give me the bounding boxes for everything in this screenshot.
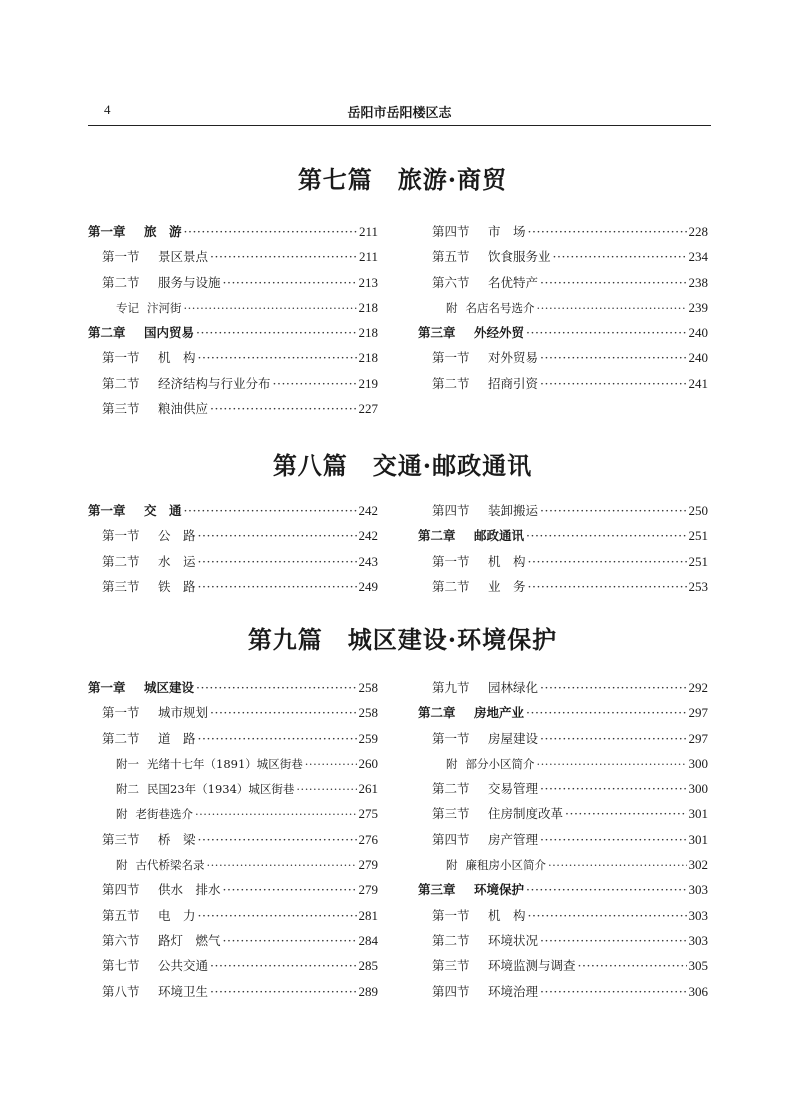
entry-prefix: 第三节 — [432, 806, 470, 822]
leader-dots — [198, 726, 357, 751]
entry-prefix: 第六节 — [432, 274, 470, 290]
entry-title: 古代桥梁名录 — [135, 858, 205, 873]
leader-dots — [526, 320, 686, 345]
leader-dots — [526, 877, 686, 902]
toc-column-right — [418, 498, 708, 599]
part-title: 第九篇 城区建设·环境保护 — [247, 625, 558, 654]
part-title: 第八篇 交通·邮政通讯 — [272, 451, 533, 480]
entry-title: 机 构 — [488, 907, 526, 923]
entry-page: 303 — [688, 882, 708, 898]
toc-entry — [88, 726, 378, 751]
entry-prefix: 第一节 — [432, 730, 470, 746]
entry-title: 房地产业 — [474, 705, 525, 721]
leader-dots — [210, 953, 356, 978]
toc-entry — [418, 371, 708, 396]
entry-prefix: 附 — [446, 756, 458, 771]
toc-entry — [418, 801, 708, 826]
entry-prefix: 第三节 — [102, 401, 140, 417]
toc-column-right — [418, 675, 708, 1004]
entry-title: 汴河街 — [147, 300, 182, 315]
entry-title: 桥 梁 — [158, 831, 196, 847]
toc-entry — [88, 852, 378, 877]
entry-page: 260 — [358, 755, 378, 771]
leader-dots — [528, 219, 687, 244]
leader-dots — [196, 320, 356, 345]
entry-title: 水 运 — [158, 553, 196, 569]
entry-page: 227 — [358, 401, 378, 417]
leader-dots — [184, 219, 357, 244]
leader-dots — [198, 549, 357, 574]
toc-entry — [418, 776, 708, 801]
entry-page: 251 — [688, 528, 708, 544]
entry-prefix: 附 — [116, 807, 128, 822]
leader-dots — [553, 244, 687, 269]
toc-entry — [88, 320, 378, 345]
entry-title: 旅 游 — [144, 224, 182, 239]
entry-prefix: 第一节 — [102, 350, 140, 366]
entry-page: 239 — [688, 299, 708, 315]
entry-title: 交易管理 — [488, 781, 539, 797]
leader-dots — [540, 371, 686, 396]
entry-page: 275 — [358, 806, 378, 822]
toc-entry — [418, 953, 708, 978]
entry-prefix: 第二节 — [432, 781, 470, 797]
entry-title: 装卸搬运 — [488, 503, 539, 518]
leader-dots — [537, 296, 687, 321]
leader-dots — [540, 270, 686, 295]
entry-prefix: 第一章 — [88, 680, 126, 695]
leader-dots — [210, 244, 357, 269]
entry-prefix: 第四节 — [432, 831, 470, 847]
entry-title: 招商引资 — [488, 375, 539, 391]
toc-entry — [88, 700, 378, 725]
entry-title: 国内贸易 — [144, 325, 195, 341]
entry-title: 邮政通讯 — [474, 528, 525, 544]
leader-dots — [540, 498, 686, 523]
entry-prefix: 第三节 — [432, 958, 470, 974]
leader-dots — [305, 752, 357, 777]
leader-dots — [184, 296, 357, 321]
entry-page: 211 — [358, 249, 378, 265]
leader-dots — [565, 801, 686, 826]
entry-title: 路灯 燃气 — [158, 932, 221, 948]
entry-page: 303 — [688, 932, 708, 948]
entry-prefix: 附 — [116, 858, 128, 873]
entry-title: 粮油供应 — [158, 401, 209, 417]
entry-page: 243 — [358, 553, 378, 569]
entry-page: 297 — [688, 705, 708, 721]
entry-prefix: 附 — [446, 858, 458, 873]
leader-dots — [526, 523, 686, 548]
leader-dots — [537, 752, 687, 777]
toc-entry — [418, 345, 708, 370]
toc-entry — [418, 523, 708, 548]
entry-title: 景区景点 — [158, 249, 209, 265]
leader-dots — [540, 827, 686, 852]
leader-dots — [198, 827, 357, 852]
entry-prefix: 第九节 — [432, 680, 470, 695]
entry-title: 部分小区简介 — [465, 756, 535, 771]
entry-page: 259 — [358, 730, 378, 746]
entry-page: 301 — [688, 831, 708, 847]
entry-title: 对外贸易 — [488, 350, 539, 366]
entry-prefix: 第二章 — [418, 705, 456, 721]
entry-title: 饮食服务业 — [488, 249, 551, 265]
entry-title: 外经外贸 — [474, 325, 525, 341]
toc-entry — [418, 574, 708, 599]
toc-entry — [418, 675, 708, 700]
entry-page: 292 — [688, 680, 708, 695]
toc-entry — [88, 574, 378, 599]
entry-prefix: 第一章 — [88, 503, 126, 518]
entry-prefix: 第二节 — [102, 375, 140, 391]
entry-prefix: 专记 — [116, 300, 139, 315]
entry-title: 民国23年（1934）城区街巷 — [147, 782, 295, 797]
entry-prefix: 第二节 — [102, 730, 140, 746]
toc-column-left — [88, 498, 378, 599]
leader-dots — [210, 979, 356, 1004]
toc-entry — [88, 801, 378, 826]
toc-entry — [418, 827, 708, 852]
entry-title: 供水 排水 — [158, 882, 221, 898]
entry-title: 公 路 — [158, 528, 196, 544]
entry-title: 环境治理 — [488, 983, 539, 999]
leader-dots — [196, 675, 356, 700]
entry-title: 名店名号选介 — [465, 300, 535, 315]
toc-entry — [418, 320, 708, 345]
leader-dots — [198, 903, 357, 928]
entry-prefix: 第七节 — [102, 958, 140, 974]
entry-page: 261 — [358, 781, 378, 797]
entry-page: 250 — [688, 503, 708, 518]
leader-dots — [540, 345, 686, 370]
toc-entry — [88, 523, 378, 548]
entry-prefix: 第二节 — [432, 375, 470, 391]
toc-entry — [418, 852, 708, 877]
entry-page: 300 — [688, 781, 708, 797]
entry-prefix: 第一节 — [432, 350, 470, 366]
toc-entry — [418, 979, 708, 1004]
running-header — [88, 99, 711, 126]
leader-dots — [296, 777, 356, 802]
toc-entry — [418, 244, 708, 269]
toc-column-left — [88, 219, 378, 421]
entry-page: 211 — [358, 224, 378, 239]
leader-dots — [548, 853, 687, 878]
entry-title: 房产管理 — [488, 831, 539, 847]
toc-entry — [88, 244, 378, 269]
entry-title: 房屋建设 — [488, 730, 539, 746]
toc-entry — [88, 549, 378, 574]
toc-entry — [88, 827, 378, 852]
entry-page: 234 — [688, 249, 708, 265]
entry-title: 市 场 — [488, 224, 526, 239]
toc-entry — [418, 877, 708, 902]
entry-prefix: 附一 — [116, 756, 139, 771]
leader-dots — [184, 498, 357, 523]
entry-prefix: 附 — [446, 300, 458, 315]
leader-dots — [195, 802, 357, 827]
entry-page: 279 — [358, 857, 378, 873]
entry-page: 218 — [358, 325, 378, 341]
entry-page: 242 — [358, 528, 378, 544]
entry-prefix: 第三节 — [102, 578, 140, 594]
toc-entry — [88, 751, 378, 776]
entry-title: 园林绿化 — [488, 680, 539, 695]
toc-entry — [418, 903, 708, 928]
entry-page: 303 — [688, 907, 708, 923]
toc-column-left — [88, 675, 378, 1004]
toc-entry — [88, 953, 378, 978]
entry-title: 经济结构与行业分布 — [158, 375, 271, 391]
entry-prefix: 第二节 — [102, 553, 140, 569]
leader-dots — [528, 903, 687, 928]
toc-entry — [418, 295, 708, 320]
toc-entry — [88, 498, 378, 523]
entry-page: 242 — [358, 503, 378, 518]
toc-entry — [418, 549, 708, 574]
entry-page: 305 — [688, 958, 708, 974]
entry-title: 机 构 — [488, 553, 526, 569]
entry-prefix: 第一章 — [88, 224, 126, 239]
entry-title: 道 路 — [158, 730, 196, 746]
entry-page: 300 — [688, 755, 708, 771]
toc-entry — [88, 903, 378, 928]
entry-title: 环境卫生 — [158, 983, 209, 999]
leader-dots — [198, 523, 357, 548]
toc-entry — [418, 726, 708, 751]
toc-entry — [88, 675, 378, 700]
entry-prefix: 第四节 — [432, 983, 470, 999]
entry-title: 环境保护 — [474, 882, 525, 898]
leader-dots — [540, 776, 686, 801]
entry-prefix: 第一节 — [102, 705, 140, 721]
entry-title: 住房制度改革 — [488, 806, 564, 822]
entry-page: 228 — [688, 224, 708, 239]
entry-page: 218 — [358, 350, 378, 366]
toc-entry — [88, 270, 378, 295]
leader-dots — [223, 877, 357, 902]
toc-entry — [88, 877, 378, 902]
entry-page: 297 — [688, 730, 708, 746]
toc-entry — [88, 928, 378, 953]
entry-page: 240 — [688, 325, 708, 341]
toc-entry — [418, 498, 708, 523]
leader-dots — [223, 928, 357, 953]
entry-prefix: 第三章 — [418, 882, 456, 898]
entry-page: 218 — [358, 299, 378, 315]
entry-title: 交 通 — [144, 503, 182, 518]
leader-dots — [528, 549, 687, 574]
toc-entry — [418, 270, 708, 295]
entry-prefix: 第八节 — [102, 983, 140, 999]
entry-prefix: 第一节 — [102, 249, 140, 265]
toc-entry — [88, 371, 378, 396]
leader-dots — [526, 700, 686, 725]
entry-page: 213 — [358, 274, 378, 290]
entry-title: 城区建设 — [144, 680, 195, 695]
toc-column-right — [418, 219, 708, 396]
leader-dots — [207, 853, 357, 878]
entry-page: 301 — [688, 806, 708, 822]
toc-entry — [88, 396, 378, 421]
entry-title: 公共交通 — [158, 958, 209, 974]
toc-entry — [88, 295, 378, 320]
entry-page: 240 — [688, 350, 708, 366]
entry-title: 光绪十七年（1891）城区街巷 — [147, 756, 303, 771]
toc-entry — [88, 219, 378, 244]
entry-page: 279 — [358, 882, 378, 898]
page-number: 4 — [104, 102, 111, 117]
toc-entry — [418, 928, 708, 953]
entry-title: 廉租房小区简介 — [465, 858, 546, 873]
entry-page: 285 — [358, 958, 378, 974]
toc-entry — [418, 700, 708, 725]
toc-entry — [88, 776, 378, 801]
entry-title: 业 务 — [488, 578, 526, 594]
entry-page: 284 — [358, 932, 378, 948]
leader-dots — [198, 345, 357, 370]
entry-prefix: 第三节 — [102, 831, 140, 847]
leader-dots — [210, 396, 356, 421]
entry-prefix: 第一节 — [432, 553, 470, 569]
entry-page: 258 — [358, 680, 378, 695]
toc-entry — [88, 979, 378, 1004]
entry-prefix: 附二 — [116, 782, 139, 797]
entry-prefix: 第二节 — [102, 274, 140, 290]
entry-page: 238 — [688, 274, 708, 290]
entry-page: 289 — [358, 983, 378, 999]
entry-prefix: 第四节 — [432, 503, 470, 518]
entry-title: 环境监测与调查 — [488, 958, 576, 974]
entry-title: 名优特产 — [488, 274, 539, 290]
entry-prefix: 第二章 — [88, 325, 126, 341]
toc-entry — [88, 345, 378, 370]
leader-dots — [210, 700, 356, 725]
entry-title: 电 力 — [158, 907, 196, 923]
entry-title: 环境状况 — [488, 932, 539, 948]
entry-page: 306 — [688, 983, 708, 999]
entry-page: 251 — [688, 553, 708, 569]
toc-entry — [418, 219, 708, 244]
entry-prefix: 第五节 — [432, 249, 470, 265]
leader-dots — [273, 371, 357, 396]
entry-page: 258 — [358, 705, 378, 721]
leader-dots — [528, 574, 687, 599]
leader-dots — [223, 270, 357, 295]
entry-title: 服务与设施 — [158, 274, 221, 290]
leader-dots — [198, 574, 357, 599]
leader-dots — [540, 928, 686, 953]
entry-page: 281 — [358, 907, 378, 923]
entry-prefix: 第三章 — [418, 325, 456, 341]
entry-prefix: 第一节 — [432, 907, 470, 923]
leader-dots — [540, 979, 686, 1004]
entry-page: 219 — [358, 375, 378, 391]
entry-title: 机 构 — [158, 350, 196, 366]
entry-prefix: 第六节 — [102, 932, 140, 948]
entry-prefix: 第五节 — [102, 907, 140, 923]
leader-dots — [578, 953, 687, 978]
entry-page: 276 — [358, 831, 378, 847]
leader-dots — [540, 675, 686, 700]
entry-prefix: 第一节 — [102, 528, 140, 544]
entry-prefix: 第四节 — [432, 224, 470, 239]
entry-prefix: 第二节 — [432, 578, 470, 594]
entry-prefix: 第二章 — [418, 528, 456, 544]
entry-title: 城市规划 — [158, 705, 209, 721]
toc-entry — [418, 751, 708, 776]
entry-title: 铁 路 — [158, 578, 196, 594]
leader-dots — [540, 726, 686, 751]
entry-prefix: 第二节 — [432, 932, 470, 948]
entry-page: 249 — [358, 578, 378, 594]
part-title: 第七篇 旅游·商贸 — [297, 165, 508, 194]
entry-prefix: 第四节 — [102, 882, 140, 898]
entry-page: 302 — [688, 857, 708, 873]
entry-title: 老街巷选介 — [135, 807, 193, 822]
entry-page: 253 — [688, 578, 708, 594]
book-title: 岳阳市岳阳楼区志 — [347, 106, 452, 121]
entry-page: 241 — [688, 375, 708, 391]
